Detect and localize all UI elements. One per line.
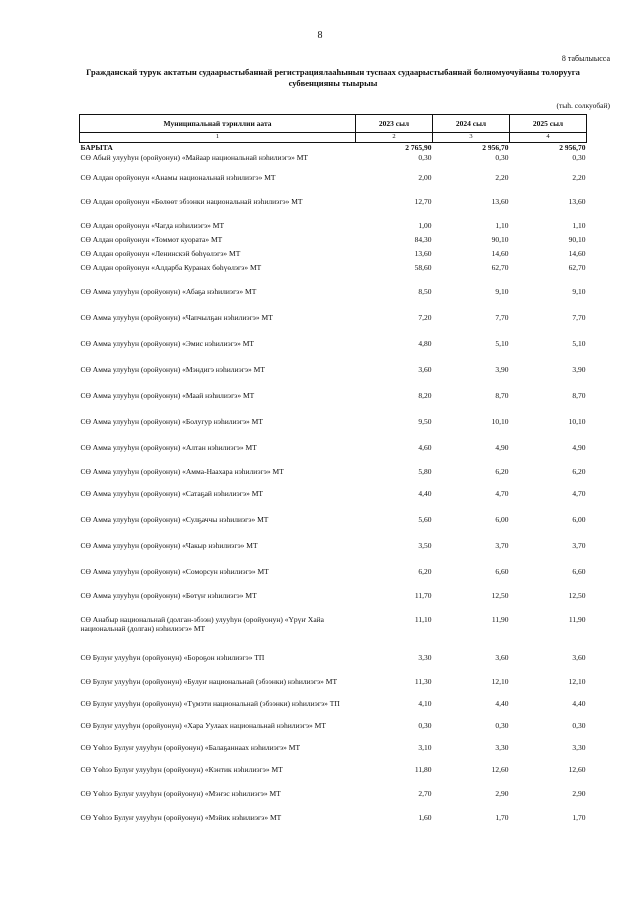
header-municipality: Муниципальнай тэриллии аата bbox=[80, 115, 356, 133]
municipality-cell: СӨ Булуҥ улууһун (оройуонун) «Тү̣мэти национальнай (эбээнки) нэһилиэгэ» ТП bbox=[80, 698, 340, 708]
table-row bbox=[80, 515, 587, 541]
value-2024-cell: 2,20 bbox=[495, 172, 509, 182]
value-2024-cell: 10,10 bbox=[491, 416, 509, 426]
value-2024-cell: 8,70 bbox=[495, 390, 509, 400]
table-row bbox=[80, 263, 587, 287]
value-2023-cell: 4,80 bbox=[418, 338, 432, 348]
table-row bbox=[80, 615, 587, 653]
municipality-cell: СӨ Амма улууһун (оройуонун) «Эмис нэһилиэгэ» МТ bbox=[80, 338, 254, 348]
value-2023-cell: 5,80 bbox=[418, 466, 432, 476]
value-2025-cell: 5,10 bbox=[572, 338, 586, 348]
value-2023-cell: 2,00 bbox=[418, 172, 432, 182]
value-2025-cell: 6,00 bbox=[572, 514, 586, 524]
table-row bbox=[80, 467, 587, 489]
table-row-total bbox=[80, 143, 587, 153]
value-2023-cell: 3,60 bbox=[418, 364, 432, 374]
value-2024-cell: 3,70 bbox=[495, 540, 509, 550]
municipality-cell: СӨ Амма улууһун (оройуонун) «Маай нэһилиэгэ» МТ bbox=[80, 390, 255, 400]
table-row bbox=[80, 591, 587, 615]
municipality-cell: СӨ Үөһээ Булуҥ улууһун (оройуонун) «Балаҕаннаах нэһилиэгэ» МТ bbox=[80, 742, 301, 752]
header-2024: 2024 сыл bbox=[433, 115, 510, 133]
municipality-cell: СӨ Амма улууһун (оройуонун) «Абаҕа нэһилиэгэ» МТ bbox=[80, 286, 257, 296]
value-2023-cell: 11,70 bbox=[414, 590, 432, 600]
value-2023-cell: 4,40 bbox=[418, 488, 432, 498]
municipality-cell: СӨ Булуҥ улууһун (оройуонун) «Булуҥ национальнай (эбээнки) нэһилиэгэ» МТ bbox=[80, 676, 338, 686]
index-cell: 3 bbox=[433, 133, 510, 143]
value-2024-cell: 4,90 bbox=[495, 442, 509, 452]
value-2023-cell: 12,70 bbox=[414, 196, 432, 206]
municipality-cell: СӨ Үөһээ Булуҥ улууһун (оройуонун) «Кэнтик нэһилиэгэ» МТ bbox=[80, 764, 283, 774]
value-2025-cell: 0,30 bbox=[572, 720, 586, 730]
value-2023-cell: 3,30 bbox=[418, 652, 432, 662]
value-2024-cell: 7,70 bbox=[495, 312, 509, 322]
table-row bbox=[80, 443, 587, 467]
value-2024-cell: 0,30 bbox=[495, 720, 509, 730]
value-2023-cell: 0,30 bbox=[418, 720, 432, 730]
value-2024-cell: 2,90 bbox=[495, 788, 509, 798]
municipality-cell: СӨ Амма улууһун (оройуонун) «Соморсун нэһилиэгэ» МТ bbox=[80, 566, 269, 576]
table-row bbox=[80, 677, 587, 699]
value-2023-cell: 4,60 bbox=[418, 442, 432, 452]
value-2024-cell: 6,20 bbox=[495, 466, 509, 476]
value-2023-cell: 2,70 bbox=[418, 788, 432, 798]
value-2025-cell: 12,50 bbox=[568, 590, 586, 600]
table-header-row bbox=[80, 115, 587, 133]
value-2024-cell: 12,10 bbox=[491, 676, 509, 686]
value-2024-cell: 6,00 bbox=[495, 514, 509, 524]
table-row bbox=[80, 417, 587, 443]
value-2023-cell: 8,50 bbox=[418, 286, 432, 296]
municipality-cell: СӨ Амма улууһун (оройуонун) «Алтан нэһилиэгэ» МТ bbox=[80, 442, 257, 452]
value-2024-cell: 11,90 bbox=[491, 614, 509, 624]
table-row bbox=[80, 221, 587, 235]
table-row bbox=[80, 365, 587, 391]
table-row bbox=[80, 153, 587, 173]
value-2025-cell: 10,10 bbox=[568, 416, 586, 426]
table-row bbox=[80, 391, 587, 417]
municipality-cell: СӨ Амма улууһун (оройуонун) «Сатаҕай нэһилиэгэ» МТ bbox=[80, 488, 263, 498]
value-2025-cell: 4,40 bbox=[572, 698, 586, 708]
value-2024-cell: 9,10 bbox=[495, 286, 509, 296]
value-2025-cell: 2,90 bbox=[572, 788, 586, 798]
value-2025-cell: 6,20 bbox=[572, 466, 586, 476]
value-2025-cell: 7,70 bbox=[572, 312, 586, 322]
value-2023-cell: 84,30 bbox=[414, 234, 432, 244]
municipality-cell: СӨ Амма улууһун (оройуонун) «Амма-Наахара нэһилиэгэ» МТ bbox=[80, 466, 284, 476]
table-row bbox=[80, 743, 587, 765]
table-row bbox=[80, 287, 587, 313]
municipality-cell: БАРЫТА bbox=[80, 143, 113, 152]
municipality-cell: СӨ Алдан оройуонун «Томмот куората» МТ bbox=[80, 234, 223, 244]
table-row bbox=[80, 249, 587, 263]
value-2023-cell: 2 765,90 bbox=[405, 143, 432, 152]
municipality-cell: СӨ Абый улууһун (оройуонун) «Майаар национальнай нэһилиэгэ» МТ bbox=[80, 152, 308, 162]
municipality-cell: СӨ Амма улууһун (оройуонун) «Болугур нэһилиэгэ» МТ bbox=[80, 416, 263, 426]
value-2024-cell: 4,40 bbox=[495, 698, 509, 708]
value-2024-cell: 4,70 bbox=[495, 488, 509, 498]
value-2025-cell: 1,10 bbox=[572, 220, 586, 230]
table-row bbox=[80, 653, 587, 677]
value-2025-cell: 4,90 bbox=[572, 442, 586, 452]
value-2024-cell: 2 956,70 bbox=[482, 143, 509, 152]
table-row bbox=[80, 339, 587, 365]
document-title: Гражданскай турук актатын судаарыстыбаннай регистрациялааһынын туспаах судаарыстыбаннай болномуочуйаны толорууга субвенцияны тыырыы bbox=[86, 67, 580, 88]
value-2023-cell: 11,80 bbox=[414, 764, 432, 774]
table-body bbox=[80, 143, 587, 827]
table-row bbox=[80, 235, 587, 249]
municipality-cell: СӨ Алдан оройуонун «Бөлөөт эбээнки национальнай нэһилиэгэ» МТ bbox=[80, 196, 303, 206]
table-row bbox=[80, 721, 587, 743]
value-2025-cell: 14,60 bbox=[568, 248, 586, 258]
index-cell: 2 bbox=[356, 133, 433, 143]
municipality-cell: СӨ Булуҥ улууһун (оройуонун) «Бороҕон нэһилиэгэ» ТП bbox=[80, 652, 265, 662]
value-2023-cell: 11,10 bbox=[414, 614, 432, 624]
table-row bbox=[80, 567, 587, 591]
municipality-cell: СӨ Алдан оройуонун «Анамы национальнай нэһилиэгэ» МТ bbox=[80, 172, 276, 182]
value-2025-cell: 3,70 bbox=[572, 540, 586, 550]
value-2025-cell: 9,10 bbox=[572, 286, 586, 296]
municipality-cell: СӨ Амма улууһун (оройуонун) «Бөтүҥ нэһилиэгэ» МТ bbox=[80, 590, 257, 600]
header-2025: 2025 сыл bbox=[510, 115, 587, 133]
value-2025-cell: 0,30 bbox=[572, 152, 586, 162]
value-2023-cell: 13,60 bbox=[414, 248, 432, 258]
municipality-cell: СӨ Үөһээ Булуҥ улууһун (оройуонун) «Мэйик нэһилиэгэ» МТ bbox=[80, 812, 282, 822]
value-2025-cell: 3,30 bbox=[572, 742, 586, 752]
units-label: (тыһ. солкуобай) bbox=[556, 101, 610, 110]
value-2023-cell: 7,20 bbox=[418, 312, 432, 322]
value-2023-cell: 0,30 bbox=[418, 152, 432, 162]
municipality-cell: СӨ Булуҥ улууһун (оройуонун) «Хара Уулаах национальнай нэһилиэгэ» МТ bbox=[80, 720, 326, 730]
value-2025-cell: 62,70 bbox=[568, 262, 586, 272]
value-2025-cell: 1,70 bbox=[572, 812, 586, 822]
municipality-cell: СӨ Үөһээ Булуҥ улууһун (оройуонун) «Мэҥэс нэһилиэгэ» МТ bbox=[80, 788, 281, 798]
value-2025-cell: 3,90 bbox=[572, 364, 586, 374]
appendix-label: 8 табылыысса bbox=[561, 54, 610, 63]
value-2024-cell: 90,10 bbox=[491, 234, 509, 244]
value-2023-cell: 58,60 bbox=[414, 262, 432, 272]
table-row bbox=[80, 789, 587, 813]
value-2023-cell: 1,60 bbox=[418, 812, 432, 822]
table-row bbox=[80, 765, 587, 789]
municipality-cell: СӨ Алдан оройуонун «Чагда нэһилиэгэ» МТ bbox=[80, 220, 225, 230]
value-2024-cell: 62,70 bbox=[491, 262, 509, 272]
table-row bbox=[80, 541, 587, 567]
value-2023-cell: 3,50 bbox=[418, 540, 432, 550]
value-2023-cell: 3,10 bbox=[418, 742, 432, 752]
value-2023-cell: 9,50 bbox=[418, 416, 432, 426]
value-2024-cell: 3,60 bbox=[495, 652, 509, 662]
value-2024-cell: 12,50 bbox=[491, 590, 509, 600]
table-row bbox=[80, 813, 587, 827]
value-2024-cell: 3,90 bbox=[495, 364, 509, 374]
value-2025-cell: 2 956,70 bbox=[559, 143, 586, 152]
value-2025-cell: 2,20 bbox=[572, 172, 586, 182]
header-2023: 2023 сыл bbox=[356, 115, 433, 133]
value-2025-cell: 3,60 bbox=[572, 652, 586, 662]
value-2023-cell: 11,30 bbox=[414, 676, 432, 686]
municipality-cell: СӨ Амма улууһун (оройуонун) «Чакыр нэһилиэгэ» МТ bbox=[80, 540, 258, 550]
value-2024-cell: 5,10 bbox=[495, 338, 509, 348]
table-index-row bbox=[80, 133, 587, 143]
subvention-table bbox=[79, 114, 587, 827]
value-2023-cell: 8,20 bbox=[418, 390, 432, 400]
municipality-cell: СӨ Амма улууһун (оройуонун) «Чапчылҕан нэһилиэгэ» МТ bbox=[80, 312, 273, 322]
value-2024-cell: 1,10 bbox=[495, 220, 509, 230]
value-2025-cell: 12,10 bbox=[568, 676, 586, 686]
municipality-cell: СӨ Амма улууһун (оройуонун) «Мэндигэ нэһилиэгэ» МТ bbox=[80, 364, 265, 374]
index-cell: 1 bbox=[80, 133, 356, 143]
value-2025-cell: 4,70 bbox=[572, 488, 586, 498]
value-2025-cell: 12,60 bbox=[568, 764, 586, 774]
value-2023-cell: 4,10 bbox=[418, 698, 432, 708]
municipality-cell: СӨ Амма улууһун (оройуонун) «Сулҕаччы нэһилиэгэ» МТ bbox=[80, 514, 269, 524]
value-2025-cell: 6,60 bbox=[572, 566, 586, 576]
value-2024-cell: 3,30 bbox=[495, 742, 509, 752]
table-row bbox=[80, 173, 587, 197]
value-2025-cell: 11,90 bbox=[568, 614, 586, 624]
municipality-cell: СӨ Анабыр национальнай (долган-эбээн) улууһун (оройуонун) «Үрүҥ Хайа национальнай (долган) нэһилиэгэ» МТ bbox=[80, 614, 325, 634]
value-2024-cell: 12,60 bbox=[491, 764, 509, 774]
index-cell: 4 bbox=[510, 133, 587, 143]
table-row bbox=[80, 699, 587, 721]
municipality-cell: СӨ Алдан оройуонун «Ленинскэй бөһүөлэгэ» МТ bbox=[80, 248, 241, 258]
page-number: 8 bbox=[317, 30, 323, 41]
value-2024-cell: 1,70 bbox=[495, 812, 509, 822]
value-2024-cell: 0,30 bbox=[495, 152, 509, 162]
value-2024-cell: 14,60 bbox=[491, 248, 509, 258]
value-2024-cell: 13,60 bbox=[491, 196, 509, 206]
value-2025-cell: 13,60 bbox=[568, 196, 586, 206]
table-row bbox=[80, 313, 587, 339]
municipality-cell: СӨ Алдан оройуонун «Алдарба Куранах бөһүөлэгэ» МТ bbox=[80, 262, 262, 272]
value-2025-cell: 90,10 bbox=[568, 234, 586, 244]
table-row bbox=[80, 197, 587, 221]
table-row bbox=[80, 489, 587, 515]
value-2023-cell: 6,20 bbox=[418, 566, 432, 576]
value-2023-cell: 5,60 bbox=[418, 514, 432, 524]
value-2023-cell: 1,00 bbox=[418, 220, 432, 230]
value-2025-cell: 8,70 bbox=[572, 390, 586, 400]
value-2024-cell: 6,60 bbox=[495, 566, 509, 576]
